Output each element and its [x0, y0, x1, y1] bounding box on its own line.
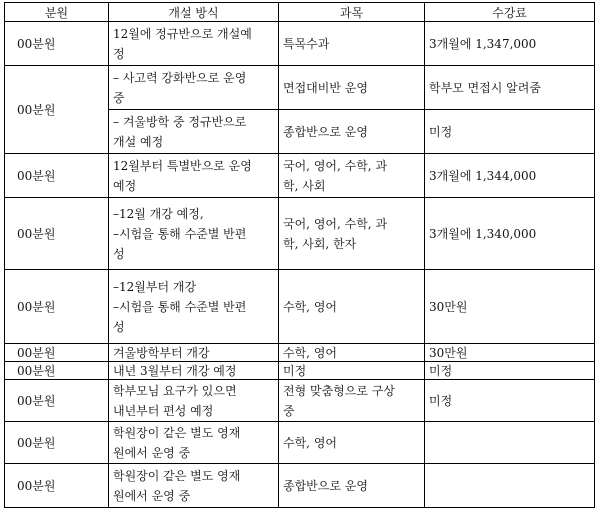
subject-cell — [279, 270, 425, 344]
fee-cell — [425, 464, 595, 508]
branch-cell: 00분원 — [5, 66, 109, 154]
branch-cell: 00분원 — [5, 464, 109, 508]
method-line: –12월부터 개강 — [113, 279, 197, 294]
method-cell — [109, 154, 279, 198]
subject-cell — [279, 198, 425, 270]
method-line: 학부모님 요구가 있으면 — [113, 383, 237, 398]
subject-line: 종합반으로 운영 — [283, 479, 368, 493]
method-cell — [109, 66, 279, 110]
method-line: 예정 — [113, 178, 137, 193]
table-row — [5, 270, 595, 344]
branch-cell: 00분원 — [5, 270, 109, 344]
header-subject: 과목 — [279, 3, 425, 22]
subject-cell — [279, 110, 425, 154]
table-row — [5, 154, 595, 198]
subject-cell — [279, 344, 425, 362]
subject-cell — [279, 66, 425, 110]
subject-line: 수학, 영어 — [283, 436, 337, 450]
table-row — [5, 66, 595, 110]
subject-cell — [279, 362, 425, 380]
method-cell — [109, 344, 279, 362]
method-line: – 사고력 강화반으로 운영 — [113, 70, 247, 85]
subject-line: 국어, 영어, 수학, 과 — [283, 158, 388, 173]
method-cell — [109, 110, 279, 154]
header-method: 개설 방식 — [109, 3, 279, 22]
method-line: 겨울방학부터 개강 — [113, 346, 210, 360]
subject-line: 수학, 영어 — [283, 346, 337, 360]
method-line: 내년부터 편성 예정 — [113, 403, 214, 418]
header-branch: 분원 — [5, 3, 109, 22]
method-cell — [109, 198, 279, 270]
subject-line: 면접대비반 운영 — [283, 81, 368, 95]
method-line: 학원장이 같은 별도 영재 — [113, 425, 241, 440]
method-line: 원에서 운영 중 — [113, 445, 191, 460]
method-cell — [109, 380, 279, 422]
method-line: –12월 개강 예정, — [113, 206, 204, 221]
method-line: 정 — [113, 46, 125, 61]
branch-cell: 00분원 — [5, 362, 109, 380]
subject-cell — [279, 422, 425, 464]
method-line: 12월에 정규반으로 개설예 — [113, 26, 252, 41]
subject-cell — [279, 464, 425, 508]
method-line: 성 — [113, 319, 125, 334]
method-line: – 겨울방학 중 정규반으로 — [113, 114, 247, 129]
fee-cell: 30만원 — [425, 270, 595, 344]
subject-line: 학, 사회 — [283, 178, 326, 193]
header-row — [5, 3, 595, 22]
subject-line: 전형 맞춤형으로 구상 — [283, 383, 395, 398]
fee-cell: 학부모 면접시 알려줌 — [425, 66, 595, 110]
method-line: –시험을 통해 수준별 반편 — [113, 226, 247, 241]
table-row — [5, 380, 595, 422]
method-line: 원에서 운영 중 — [113, 488, 191, 503]
table-row — [5, 198, 595, 270]
fee-cell: 3개월에 1,347,000 — [425, 22, 595, 66]
method-line: 중 — [113, 90, 125, 105]
subject-cell — [279, 154, 425, 198]
fee-cell: 30만원 — [425, 344, 595, 362]
branch-cell: 00분원 — [5, 198, 109, 270]
header-fee: 수강료 — [425, 3, 595, 22]
method-line: 12월부터 특별반으로 운영 — [113, 158, 252, 173]
branch-cell: 00분원 — [5, 22, 109, 66]
fee-cell: 3개월에 1,340,000 — [425, 198, 595, 270]
table-row — [5, 344, 595, 362]
subject-line: 미정 — [283, 364, 307, 378]
branch-cell: 00분원 — [5, 380, 109, 422]
branch-course-table — [4, 2, 595, 508]
fee-cell: 미정 — [425, 362, 595, 380]
subject-line: 종합반으로 운영 — [283, 125, 368, 139]
subject-line: 수학, 영어 — [283, 300, 337, 314]
method-line: –시험을 통해 수준별 반편 — [113, 299, 247, 314]
method-line: 성 — [113, 246, 125, 261]
subject-line: 학, 사회, 한자 — [283, 236, 357, 251]
branch-cell: 00분원 — [5, 154, 109, 198]
subject-cell — [279, 380, 425, 422]
branch-cell: 00분원 — [5, 422, 109, 464]
method-cell — [109, 464, 279, 508]
table-row — [5, 464, 595, 508]
fee-cell — [425, 422, 595, 464]
table-row — [5, 22, 595, 66]
table-row — [5, 362, 595, 380]
fee-cell: 미정 — [425, 110, 595, 154]
method-line: 개설 예정 — [113, 134, 164, 149]
subject-line: 특목수과 — [283, 37, 330, 51]
method-line: 학원장이 같은 별도 영재 — [113, 468, 241, 483]
subject-cell — [279, 22, 425, 66]
branch-cell: 00분원 — [5, 344, 109, 362]
subject-line: 국어, 영어, 수학, 과 — [283, 216, 388, 231]
method-cell — [109, 362, 279, 380]
fee-cell: 미정 — [425, 380, 595, 422]
method-cell — [109, 422, 279, 464]
table-row — [5, 422, 595, 464]
method-cell — [109, 22, 279, 66]
subject-line: 중 — [283, 403, 295, 418]
method-cell — [109, 270, 279, 344]
fee-cell: 3개월에 1,344,000 — [425, 154, 595, 198]
method-line: 내년 3월부터 개강 예정 — [113, 364, 237, 378]
